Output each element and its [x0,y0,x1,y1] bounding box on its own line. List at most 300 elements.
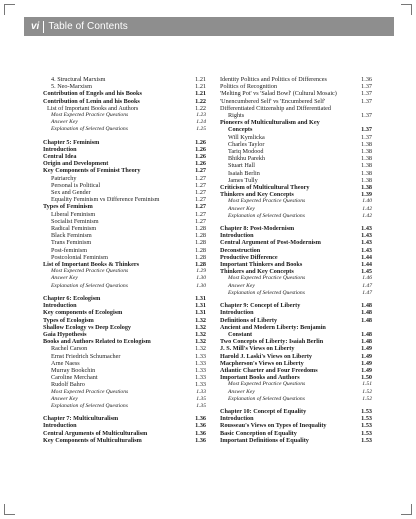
toc-entry-page: 1.49 [361,352,372,360]
toc-entry-page: 1.45 [361,268,372,276]
toc-entry-title: Isaiah Berlin [228,169,260,177]
toc-entry-page: 1.27 [195,210,206,218]
toc-entry-title: Tariq Modood [228,148,264,156]
toc-entry-page: 1.32 [195,345,206,353]
toc-entry-page: 1.49 [361,366,372,374]
toc-entry[interactable] [43,76,206,83]
toc-entry-page: 1.36 [195,422,206,430]
toc-entry-page: 1.42 [362,212,372,219]
toc-entry-page: 1.38 [361,162,372,170]
toc-entry[interactable] [43,90,206,97]
toc-entry-page: 1.53 [361,436,372,444]
toc-entry-page: 1.37 [361,112,372,120]
toc-entry-page: 1.48 [361,316,372,324]
toc-entry-title: Pioneers of Multiculturalism and Key [220,119,320,127]
toc-entry-title: Chapter 8: Post-Modernism [220,225,295,233]
toc-left-column [43,76,206,444]
toc-entry-title: James Tully [228,176,258,184]
toc-entry[interactable] [43,389,206,396]
toc-entry-title: Important Books and Authors [220,374,300,382]
toc-entry-title: Rousseau's Views on Types of Inequality [220,422,327,430]
header-divider [43,21,44,33]
toc-entry-page: 1.38 [361,169,372,177]
toc-entry[interactable] [43,381,206,388]
toc-entry-page: 1.31 [195,309,206,317]
page-title: Table of Contents [48,21,128,32]
toc-entry[interactable] [43,225,206,232]
toc-entry[interactable] [43,167,206,174]
toc-entry-title: Introduction [43,145,77,153]
toc-entry-page: 1.28 [195,239,206,247]
toc-entry-page: 1.48 [361,338,372,346]
toc-entry[interactable] [220,422,372,429]
toc-entry-title: Books and Authors Related to Ecologism [43,338,151,346]
toc-entry[interactable] [43,196,206,203]
toc-entry-title: Basic Conception of Equality [220,429,297,437]
toc-entry-title: 4. Structural Marxism [51,76,106,83]
toc-entry-page: 1.28 [195,261,206,269]
toc-entry[interactable] [43,203,206,210]
toc-entry-page: 1.32 [195,338,206,346]
toc-entry[interactable] [220,302,372,309]
toc-entry-page: 1.47 [362,289,372,296]
toc-entry-title: Radical Feminism [51,225,97,233]
toc-entry[interactable] [43,295,206,302]
toc-entry-page: 1.29 [196,268,206,275]
toc-entry-title: Explanation of Selected Questions [51,282,128,289]
toc-entry-page: 1.38 [361,155,372,163]
toc-entry-page: 1.38 [361,140,372,148]
toc-entry-page: 1.30 [196,275,206,282]
toc-entry-title: Introduction [220,309,254,317]
toc-entry[interactable] [43,232,206,239]
toc-entry-title: Contribution of Engels and his Books [43,90,142,98]
toc-entry-title: Criticism of Multicultural Theory [220,184,310,192]
toc-entry[interactable] [220,268,372,275]
toc-entry[interactable] [220,155,372,162]
toc-entry[interactable] [220,275,372,282]
toc-entry-page: 1.22 [195,97,206,105]
toc-entry-page: 1.53 [361,429,372,437]
toc-entry-title: Answer Key [51,119,78,126]
toc-entry[interactable] [220,261,372,268]
toc-entry-title: Explanation of Selected Questions [51,126,128,133]
toc-entry[interactable] [220,389,372,396]
toc-entry-title: Charles Taylor [228,140,265,148]
toc-entry-title: Important Thinkers and Books [220,261,303,269]
toc-entry-page: 1.25 [196,126,206,133]
toc-entry-title: Answer Key [51,275,78,282]
toc-entry[interactable] [220,134,372,141]
toc-entry-page: 1.37 [361,83,372,91]
toc-entry-title: Shallow Ecology vs Deep Ecology [43,323,132,331]
toc-entry[interactable] [43,139,206,146]
toc-entry-page: 1.37 [361,90,372,98]
toc-entry-page: 1.33 [195,381,206,389]
toc-entry[interactable] [220,254,372,261]
toc-entry-title: Equality Feminism vs Difference Feminism [51,196,160,204]
toc-entry-title: Concepts [228,126,253,134]
toc-entry-title: Rights [228,112,245,120]
toc-entry[interactable] [220,232,372,239]
toc-entry-page: 1.21 [195,83,206,91]
toc-entry-page: 1.43 [361,246,372,254]
toc-entry[interactable] [220,112,372,119]
toc-entry[interactable] [220,430,372,437]
toc-entry-title: Atlantic Charter and Four Freedoms [220,366,318,374]
toc-entry-page: 1.37 [361,126,372,134]
toc-entry-title: Bhikhu Parekh [228,155,265,163]
toc-entry[interactable] [43,430,206,437]
toc-entry[interactable] [43,367,206,374]
toc-entry[interactable] [220,126,372,133]
toc-entry-page: 1.53 [361,407,372,415]
toc-entry[interactable] [43,422,206,429]
toc-entry-title: Chapter 5: Feminism [43,138,100,146]
toc-entry-page: 1.30 [196,282,206,289]
toc-entry-title: Arne Naess [51,359,80,367]
toc-entry[interactable] [220,213,372,220]
toc-entry-title: Most Expected Practice Questions [228,381,306,388]
toc-entry[interactable] [43,268,206,275]
toc-entry[interactable] [43,261,206,268]
toc-entry-page: 1.27 [195,203,206,211]
toc-entry[interactable] [43,353,206,360]
toc-entry-page: 1.28 [195,246,206,254]
toc-entry-page: 1.49 [361,359,372,367]
page-number: vi [31,21,40,32]
toc-entry-page: 1.21 [195,90,206,98]
toc-entry[interactable] [220,309,372,316]
toc-entry[interactable] [43,374,206,381]
toc-entry[interactable] [220,105,372,112]
toc-entry-title: Sex and Gender [51,189,91,197]
toc-entry[interactable] [43,160,206,167]
toc-entry-title: Central Arguments of Multiculturalism [43,429,148,437]
toc-entry[interactable] [43,211,206,218]
toc-entry-page: 1.36 [195,415,206,423]
toc-entry[interactable] [43,360,206,367]
toc-entry-page: 1.43 [361,232,372,240]
toc-entry-page: 1.33 [195,374,206,382]
toc-entry-page: 1.33 [195,366,206,374]
toc-entry[interactable] [220,415,372,422]
toc-entry[interactable] [220,119,372,126]
crop-mark-top-right [401,4,412,15]
toc-entry[interactable] [43,189,206,196]
toc-entry-title: Most Expected Practice Questions [228,198,306,205]
toc-entry-page: 1.23 [196,112,206,119]
toc-entry[interactable] [220,317,372,324]
toc-entry[interactable] [220,437,372,444]
toc-entry-page: 1.27 [195,167,206,175]
toc-entry-page: 1.26 [195,145,206,153]
toc-entry[interactable] [220,170,372,177]
toc-entry-title: Macpherson's Views on Liberty [220,359,304,367]
toc-entry[interactable] [220,98,372,105]
toc-entry-title: Most Expected Practice Questions [51,268,129,275]
toc-entry-title: Central Idea [43,153,77,161]
toc-entry-page: 1.44 [361,253,372,261]
toc-entry[interactable] [220,338,372,345]
toc-entry-title: Chapter 9: Concept of Liberty [220,302,301,310]
toc-entry-title: Thinkers and Key Concepts [220,191,294,199]
toc-entry[interactable] [220,162,372,169]
toc-entry-title: Introduction [43,302,77,310]
toc-entry[interactable] [43,437,206,444]
toc-entry[interactable] [220,148,372,155]
toc-entry-page: 1.33 [195,359,206,367]
toc-entry-title: Most Expected Practice Questions [51,112,129,119]
toc-entry-page: 1.31 [195,302,206,310]
toc-entry-page: 1.26 [195,160,206,168]
toc-entry-page: 1.27 [195,174,206,182]
toc-entry-title: Central Argument of Post-Modernism [220,239,321,247]
toc-entry-page: 1.51 [362,381,372,388]
toc-entry-page: 1.27 [195,196,206,204]
toc-entry[interactable] [43,153,206,160]
toc-entry-page: 1.32 [195,316,206,324]
toc-entry-title: Chapter 6: Ecologism [43,294,101,302]
toc-entry-title: Constant [228,330,253,338]
toc-entry-page: 1.48 [361,330,372,338]
toc-entry-page: 1.22 [195,104,206,112]
toc-entry-page: 1.50 [361,374,372,382]
toc-entry[interactable] [43,275,206,282]
toc-entry[interactable] [220,283,372,290]
toc-entry-title: Contribution of Lenin and his Books [43,97,140,105]
toc-entry-title: Productive Difference [220,253,278,261]
toc-entry-page: 1.36 [195,436,206,444]
toc-entry-title: Important Definitions of Equality [220,436,309,444]
toc-entry-title: Most Expected Practice Questions [51,388,129,395]
toc-entry-title: Thinkers and Key Concepts [220,268,294,276]
toc-entry-page: 1.33 [196,388,206,395]
toc-entry-title: Answer Key [228,388,255,395]
toc-entry[interactable] [220,225,372,232]
toc-entry-title: Harold J. Laski's Views on Liberty [220,352,313,360]
toc-entry-page: 1.46 [362,275,372,282]
toc-entry-page: 1.38 [361,176,372,184]
toc-entry[interactable] [220,381,372,388]
toc-entry-page: 1.28 [195,232,206,240]
toc-entry[interactable] [43,338,206,345]
toc-entry[interactable] [220,367,372,374]
toc-entry-title: Liberal Feminism [51,210,96,218]
toc-entry-title: Politics of Recognition [220,83,278,91]
toc-entry[interactable] [43,105,206,112]
toc-entry-page: 1.38 [361,184,372,192]
toc-entry-title: Chapter 10: Concept of Equality [220,407,307,415]
toc-entry-page: 1.28 [195,225,206,233]
toc-entry-page: 1.49 [361,345,372,353]
toc-entry-page: 1.52 [362,395,372,402]
toc-entry[interactable] [220,331,372,338]
toc-entry-title: Key Components of Multiculturalism [43,436,142,444]
toc-entry-title: Explanation of Selected Questions [228,289,305,296]
toc-entry-title: List of Important Books & Thinkers [43,261,139,269]
toc-entry-page: 1.37 [361,133,372,141]
toc-entry-page: 1.28 [195,253,206,261]
toc-entry-title: Ancient and Modern Liberty: Benjamin [220,323,326,331]
toc-entry-title: Introduction [220,232,254,240]
toc-entry-title: Stuart Hall [228,162,255,170]
toc-entry[interactable] [43,396,206,403]
toc-entry[interactable] [43,112,206,119]
toc-entry-title: Introduction [43,422,77,430]
toc-entry[interactable] [43,317,206,324]
toc-entry-page: 1.40 [362,198,372,205]
toc-entry-title: Explanation of Selected Questions [51,402,128,409]
toc-entry-title: Differentiated Citizenship and Differentiated [220,104,331,112]
toc-entry-title: Black Feminism [51,232,92,240]
toc-entry[interactable] [220,141,372,148]
toc-entry[interactable] [220,290,372,297]
toc-entry[interactable] [220,247,372,254]
toc-entry-page: 1.48 [361,309,372,317]
toc-entry-page: 1.43 [361,225,372,233]
toc-entry-page: 1.38 [361,148,372,156]
toc-entry-page: 1.48 [361,302,372,310]
toc-entry-title: Key components of Ecologism [43,309,123,317]
toc-entry-page: 1.43 [361,239,372,247]
toc-entry[interactable] [220,76,372,83]
toc-entry[interactable] [43,309,206,316]
toc-entry-page: 1.24 [196,119,206,126]
toc-entry-page: 1.35 [196,395,206,402]
toc-entry-title: Answer Key [228,205,255,212]
toc-entry-title: Chapter 7: Multiculturalism [43,415,119,423]
toc-entry-title: Introduction [220,415,254,423]
toc-entry[interactable] [220,374,372,381]
toc-entry[interactable] [43,345,206,352]
toc-entry-page: 1.37 [361,97,372,105]
toc-entry-title: Explanation of Selected Questions [228,395,305,402]
toc-entry-title: Two Concepts of Liberty: Isaiah Berlin [220,338,324,346]
toc-entry-page: 1.44 [361,261,372,269]
toc-entry[interactable] [220,408,372,415]
toc-entry-title: Key Components of Feminist Theory [43,167,141,175]
toc-entry-title: Gaia Hypothesis [43,330,87,338]
toc-entry-page: 1.27 [195,181,206,189]
toc-entry-page: 1.53 [361,415,372,423]
toc-entry[interactable] [220,360,372,367]
toc-entry[interactable] [43,98,206,105]
toc-entry-title: Ernst Friedrich Schumacher [51,352,121,360]
toc-entry[interactable] [43,403,206,410]
toc-entry-page: 1.32 [195,323,206,331]
toc-entry[interactable] [43,175,206,182]
toc-entry-title: Postcolonial Feminism [51,253,108,261]
toc-entry[interactable] [220,177,372,184]
toc-entry[interactable] [220,396,372,403]
toc-entry-title: Deconstruction [220,246,261,254]
toc-entry-title: Types of Feminism [43,203,93,211]
toc-entry-title: List of Important Books and Authors [47,104,139,112]
toc-entry-title: Types of Ecologism [43,316,94,324]
toc-entry-page: 1.27 [195,217,206,225]
toc-entry[interactable] [43,283,206,290]
toc-entry-page: 1.53 [361,422,372,430]
toc-entry[interactable] [220,191,372,198]
toc-entry-title: 'Unencumbered Self' vs 'Encumbered Self' [220,97,326,105]
toc-entry[interactable] [43,182,206,189]
toc-entry-page: 1.26 [195,138,206,146]
crop-mark-top-left [4,4,15,15]
toc-entry-title: Personal is Political [51,181,101,189]
toc-entry[interactable] [43,331,206,338]
toc-entry-title: 'Melting Pot' vs 'Salad Bowl' (Cultural Mosaic) [220,90,337,98]
crop-mark-bottom-right [401,504,412,515]
toc-entry[interactable] [43,146,206,153]
toc-entry-title: Identity Politics and Politics of Differences [220,76,327,83]
running-header [24,17,394,36]
toc-right-column [220,76,372,444]
toc-entry-title: Patriarchy [51,174,77,182]
toc-entry-page: 1.36 [361,76,372,83]
toc-entry[interactable] [220,90,372,97]
toc-entry[interactable] [220,353,372,360]
crop-mark-bottom-left [4,504,15,515]
toc-entry-title: 5. Neo-Marxism [51,83,92,91]
toc-entry[interactable] [43,415,206,422]
toc-entry[interactable] [220,324,372,331]
toc-entry-page: 1.33 [195,352,206,360]
toc-entry[interactable] [220,345,372,352]
toc-entry[interactable] [220,83,372,90]
toc-entry-title: Answer Key [228,282,255,289]
toc-entry-title: Rachel Carson [51,345,88,353]
toc-entry-title: Will Kymlicka [228,133,265,141]
toc-entry-title: Murray Bookchin [51,366,96,374]
toc-entry-title: Answer Key [51,395,78,402]
toc-entry-page: 1.21 [195,76,206,83]
toc-entry-page: 1.42 [362,205,372,212]
toc-entry-title: Origin and Development [43,160,109,168]
toc-entry-page: 1.35 [196,402,206,409]
toc-entry-page: 1.47 [362,282,372,289]
toc-entry-title: Rudolf Bahro [51,381,85,389]
toc-entry-title: Post-feminism [51,246,88,254]
toc-entry-page: 1.32 [195,330,206,338]
toc-entry-title: Socialist Feminism [51,217,99,225]
toc-entry-page: 1.52 [362,388,372,395]
toc-entry[interactable] [220,198,372,205]
toc-entry[interactable] [220,239,372,246]
toc-entry[interactable] [43,324,206,331]
toc-entry[interactable] [220,206,372,213]
toc-entry-title: Trans Feminism [51,239,92,247]
toc-entry-page: 1.27 [195,189,206,197]
toc-entry[interactable] [43,239,206,246]
toc-entry-page: 1.36 [195,429,206,437]
toc-entry-page: 1.39 [361,191,372,199]
toc-entry[interactable] [43,254,206,261]
toc-entry[interactable] [43,302,206,309]
toc-entry[interactable] [43,126,206,133]
toc-entry-page: 1.26 [195,153,206,161]
toc-entry-title: Caroline Merchant [51,374,98,382]
toc-entry-title: Most Expected Practice Questions [228,275,306,282]
toc-entry-title: Definitions of Liberty [220,316,278,324]
toc-entry[interactable] [43,247,206,254]
toc-entry[interactable] [43,218,206,225]
toc-entry-page: 1.31 [195,294,206,302]
toc-entry-title: J. S. Mill's Views on Liberty [220,345,295,353]
toc-entry[interactable] [43,83,206,90]
toc-entry[interactable] [220,184,372,191]
toc-entry-title: Explanation of Selected Questions [228,212,305,219]
